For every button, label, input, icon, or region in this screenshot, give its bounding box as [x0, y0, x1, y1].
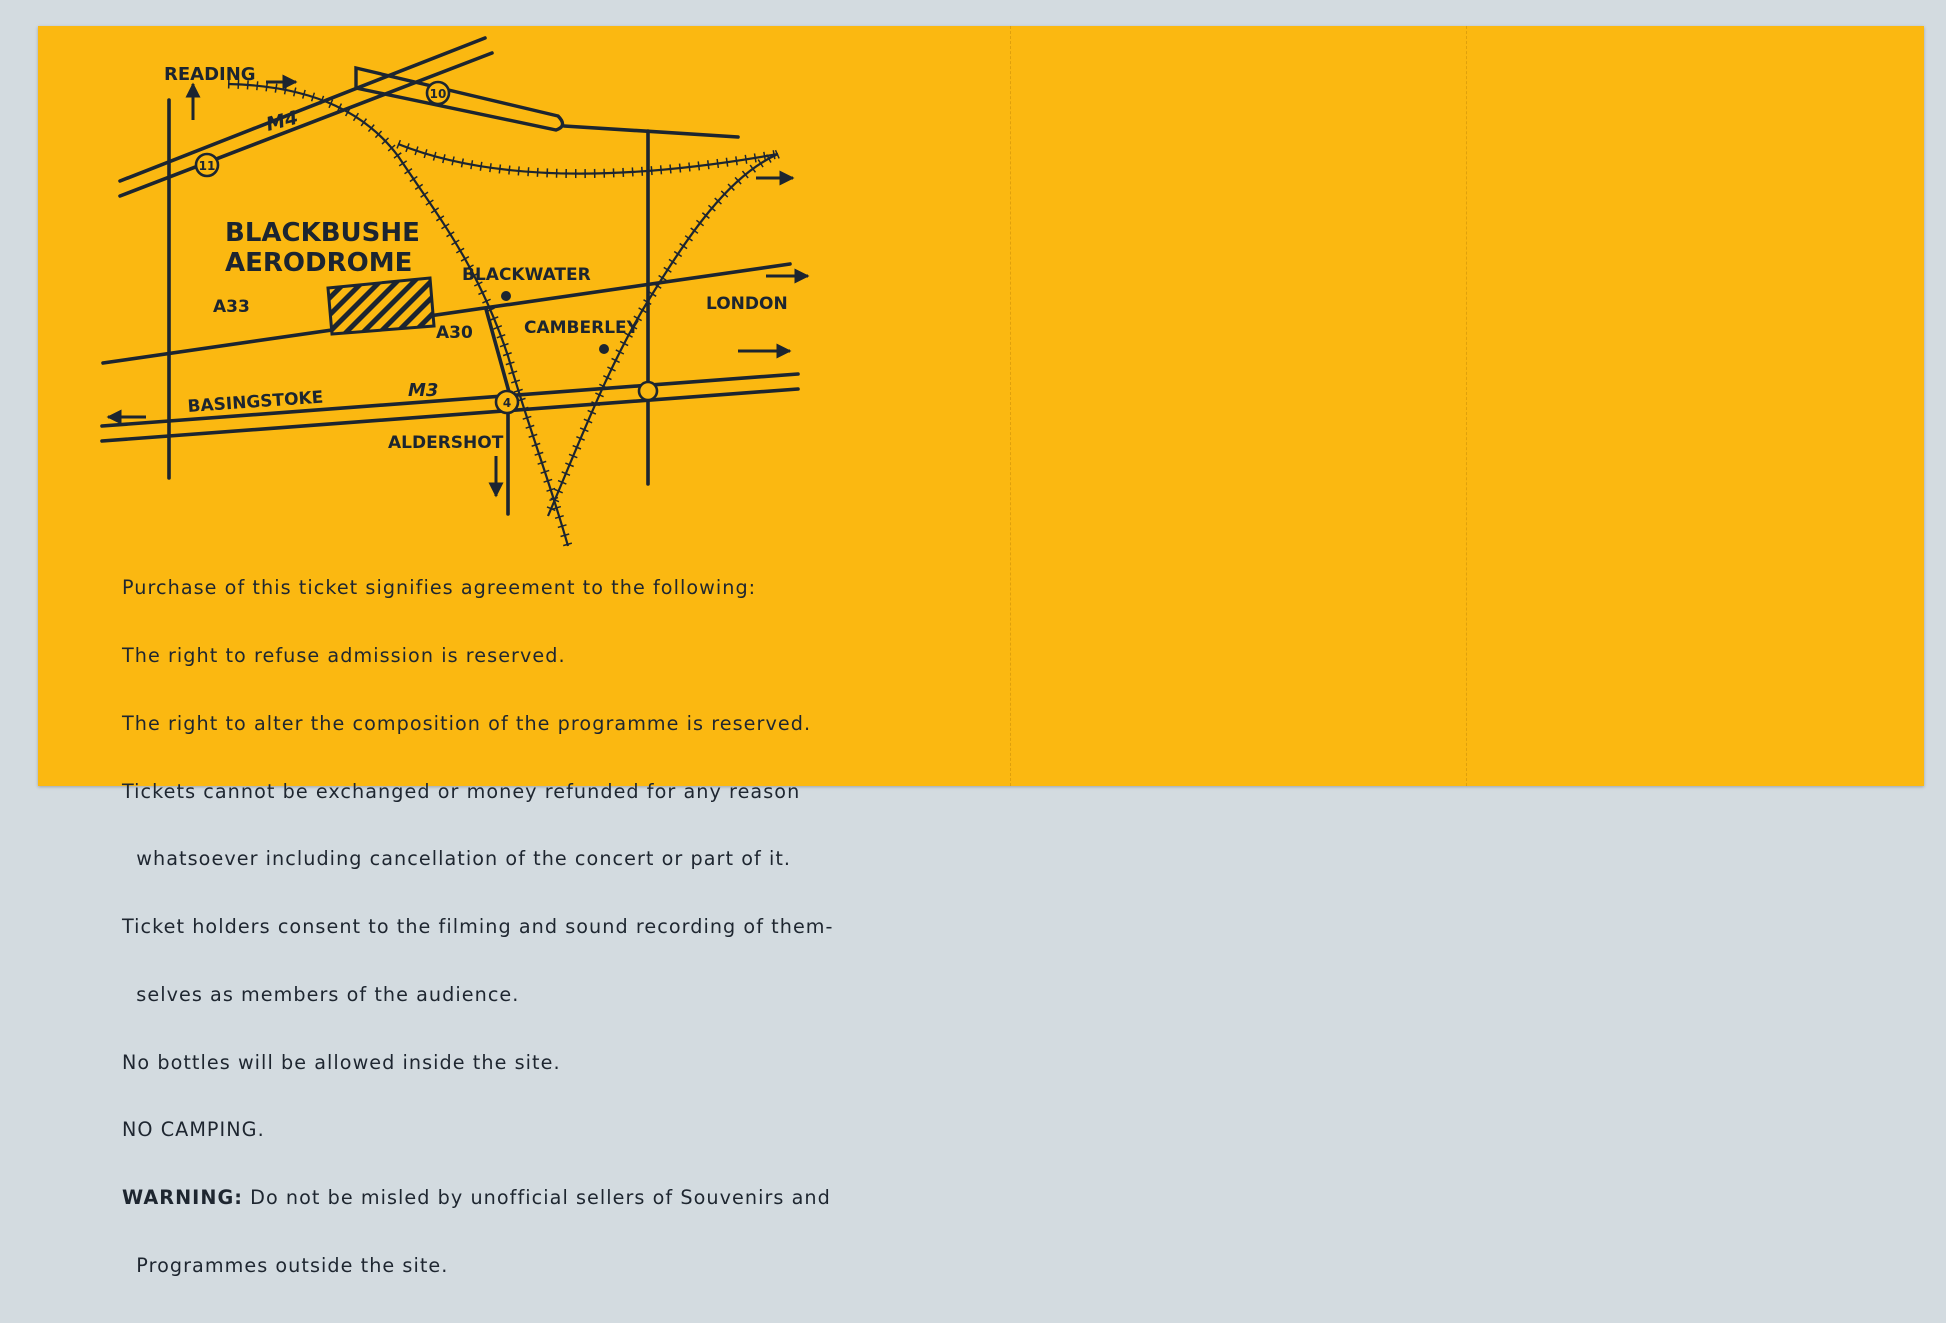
- terms-line: Purchase of this ticket signifies agreement to the following:: [122, 576, 757, 600]
- terms-line: whatsoever including cancellation of the concert or part of it.: [122, 847, 792, 871]
- venue-name-line2: AERODROME: [225, 248, 413, 278]
- terms-line: Ticket holders consent to the filming and sound recording of them-: [122, 915, 834, 939]
- aldershot-label: ALDERSHOT: [388, 433, 504, 453]
- reading-label: READING: [164, 64, 256, 85]
- junction-11-label: 11: [198, 159, 216, 173]
- blackwater-dot: [501, 291, 511, 301]
- m4-label: M4: [263, 106, 301, 136]
- terms-line: selves as members of the audience.: [122, 982, 520, 1006]
- warning-line: [122, 1187, 1022, 1210]
- terms-line: The right to refuse admission is reserved.: [122, 643, 566, 667]
- ticket: [38, 26, 1924, 1277]
- london-label: LONDON: [706, 294, 788, 314]
- terms-line: The right to alter the composition of the programme is reserved.: [122, 711, 812, 735]
- blackwater-label: BLACKWATER: [462, 265, 591, 285]
- a33-label: A33: [213, 297, 250, 317]
- terms-line: NO CAMPING.: [122, 1118, 265, 1142]
- camberley-label: CAMBERLEY: [524, 318, 639, 338]
- warning-text: Do not be misled by unofficial sellers of Souvenirs and: [243, 1186, 831, 1210]
- warning-continuation: Programmes outside the site.: [122, 1254, 449, 1277]
- railway-lines: [228, 84, 778, 546]
- camberley-dot: [599, 344, 609, 354]
- junction-10-label: 10: [429, 87, 447, 101]
- m3-label: M3: [408, 380, 439, 401]
- terms-and-conditions: [122, 532, 1022, 1323]
- terms-line: Tickets cannot be exchanged or money refunded for any reason: [122, 779, 801, 803]
- venue-name-line1: BLACKBUSHE: [225, 218, 420, 248]
- terms-line: No bottles will be allowed inside the site.: [122, 1050, 561, 1074]
- junction-4-label: 4: [502, 396, 512, 410]
- basingstoke-label: BASINGSTOKE: [186, 387, 324, 417]
- warning-label: WARNING:: [122, 1186, 244, 1210]
- a30-label: A30: [436, 323, 473, 343]
- aerodrome-site: [328, 278, 434, 334]
